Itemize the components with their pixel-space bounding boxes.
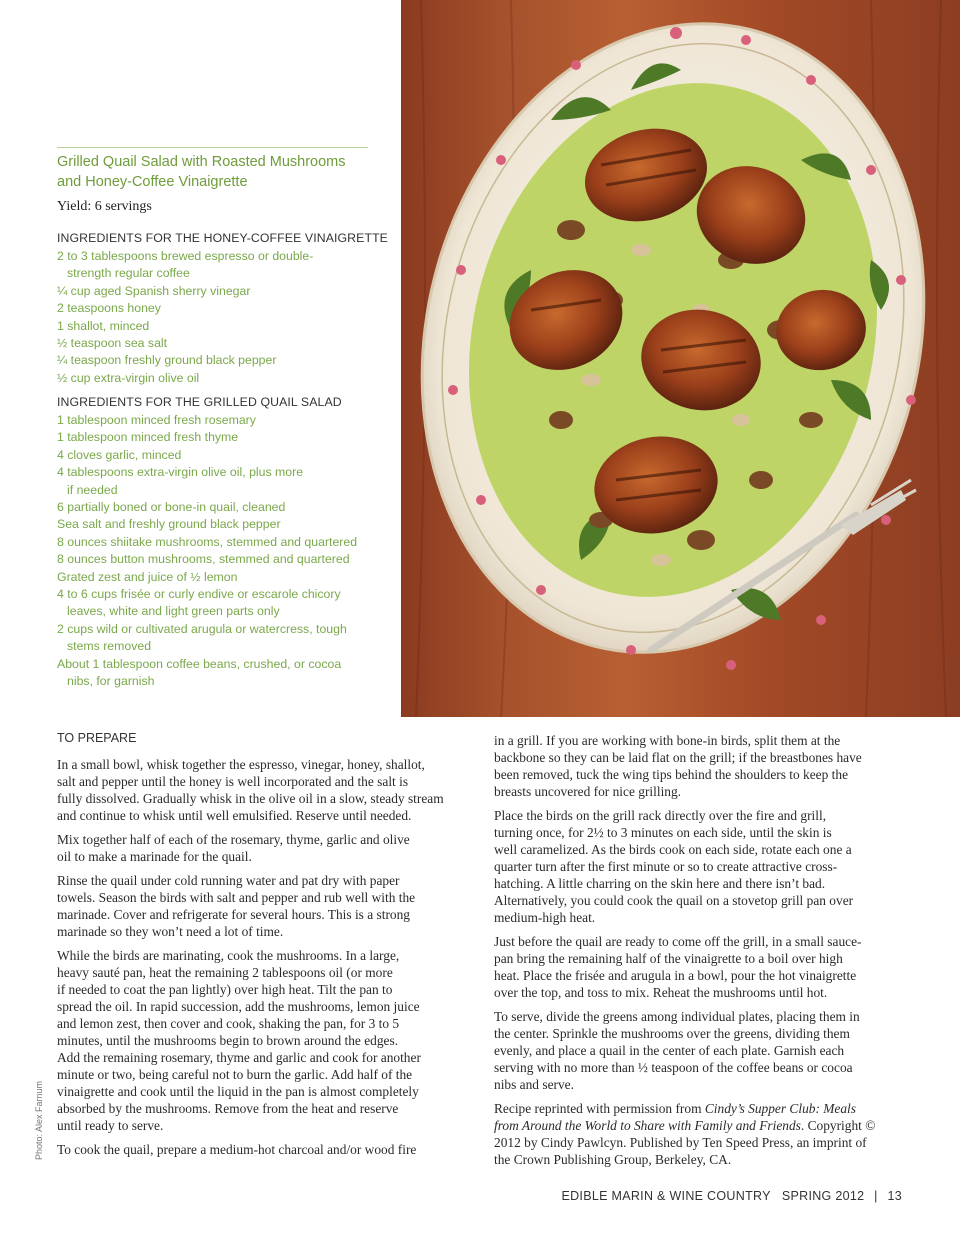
prepare-right-column — [494, 732, 914, 1175]
salad-ingredient-list — [57, 412, 357, 691]
vinaigrette-heading: INGREDIENTS FOR THE HONEY-COFFEE VINAIGRETTE — [57, 231, 388, 245]
book-title-part-1: Cindy’s Supper Club: Meals — [704, 1101, 856, 1116]
instruction-line: in a grill. If you are working with bone-in birds, split them at the — [494, 733, 841, 748]
instruction-paragraph — [57, 1141, 472, 1158]
instruction-line: pan bring the remaining half of the vinaigrette to a boil over high — [494, 951, 843, 966]
instruction-line: In a small bowl, whisk together the espresso, vinegar, honey, shallot, — [57, 757, 425, 772]
footer-separator: | — [874, 1189, 878, 1203]
ingredient-item — [57, 516, 357, 533]
ingredient-item — [57, 447, 357, 464]
ingredient-item — [57, 335, 313, 352]
instruction-line: absorbed by the mushrooms. Remove from the heat and reserve — [57, 1101, 399, 1116]
instruction-line: salt and pepper until the honey is well incorporated and the salt is — [57, 774, 409, 789]
ingredient-item — [57, 318, 313, 335]
instruction-line: While the birds are marinating, cook the mushrooms. In a large, — [57, 948, 400, 963]
instruction-line: Just before the quail are ready to come off the grill, in a small sauce- — [494, 934, 862, 949]
prepare-heading: TO PREPARE — [57, 731, 137, 745]
instruction-line: minutes, until the mushrooms begin to brown around the edges. — [57, 1033, 399, 1048]
instruction-line: been removed, tuck the wing tips behind the shoulders to keep the — [494, 767, 849, 782]
ingredient-item — [57, 551, 357, 568]
instruction-line: well caramelized. As the birds cook on each side, rotate each one a — [494, 842, 852, 857]
ingredient-line: About 1 tablespoon coffee beans, crushed, or cocoa — [57, 656, 342, 671]
credit-line-3: 2012 by Cindy Pawlcyn. Published by Ten Speed Press, an imprint of — [494, 1135, 867, 1150]
credit-line-4: the Crown Publishing Group, Berkeley, CA. — [494, 1152, 732, 1167]
ingredient-item — [57, 569, 357, 586]
ingredient-line: stems removed — [67, 639, 152, 654]
instruction-line: backbone so they can be laid flat on the grill; if the breastbones have — [494, 750, 862, 765]
instruction-line: minute or two, being careful not to burn the garlic. Add half of the — [57, 1067, 413, 1082]
instruction-line: Rinse the quail under cold running water and pat dry with paper — [57, 873, 400, 888]
ingredient-item — [57, 370, 313, 387]
instruction-line: fully dissolved. Gradually whisk in the olive oil in a slow, steady stream — [57, 791, 444, 806]
instruction-line: evenly, and place a quail in the center of each plate. Garnish each — [494, 1043, 845, 1058]
ingredient-item — [57, 429, 357, 446]
instruction-line: Mix together half of each of the rosemary, thyme, garlic and olive — [57, 832, 410, 847]
instruction-line: and lemon zest, then cover and cook, shaking the pan, for 3 to 5 — [57, 1016, 400, 1031]
instruction-line: To serve, divide the greens among individual plates, placing them in — [494, 1009, 860, 1024]
instruction-line: To cook the quail, prepare a medium-hot charcoal and/or wood fire — [57, 1142, 417, 1157]
instruction-paragraph — [494, 933, 914, 1001]
ingredient-item — [57, 352, 313, 369]
page-footer — [561, 1189, 902, 1203]
instruction-line: until ready to serve. — [57, 1118, 164, 1133]
instruction-line: the center. Sprinkle the mushrooms over the greens, dividing them — [494, 1026, 850, 1041]
instruction-line: over the top, and toss to mix. Reheat the mushrooms until hot. — [494, 985, 828, 1000]
ingredient-line: leaves, white and light green parts only — [67, 604, 280, 619]
instruction-line: Place the birds on the grill rack directly over the fire and grill, — [494, 808, 827, 823]
instruction-paragraph — [494, 807, 914, 926]
ingredient-line: strength regular coffee — [67, 266, 190, 281]
prepare-right-paragraphs — [494, 732, 914, 1093]
ingredient-line: 4 cloves garlic, minced — [57, 447, 182, 462]
recipe-title-line-2: and Honey-Coffee Vinaigrette — [57, 174, 248, 190]
instruction-paragraph — [57, 756, 472, 824]
ingredient-item — [57, 586, 357, 621]
ingredient-line: 6 partially boned or bone-in quail, cleaned — [57, 500, 286, 515]
ingredient-line: 4 to 6 cups frisée or curly endive or escarole chicory — [57, 587, 341, 602]
credit-copyright: . Copyright © — [800, 1118, 876, 1133]
instruction-line: heat. Place the frisée and arugula in a bowl, pour the hot vinaigrette — [494, 968, 857, 983]
ingredient-line: 1 tablespoon minced fresh rosemary — [57, 413, 256, 427]
instruction-line: marinade so they won’t need a lot of time. — [57, 924, 284, 939]
ingredient-item — [57, 621, 357, 656]
ingredient-line: ¼ teaspoon freshly ground black pepper — [57, 353, 277, 368]
ingredient-line: Sea salt and freshly ground black pepper — [57, 517, 281, 532]
instruction-line: if needed to coat the pan lightly) over high heat. Tilt the pan to — [57, 982, 393, 997]
instruction-paragraph — [57, 831, 472, 865]
ingredient-line: 8 ounces shiitake mushrooms, stemmed and quartered — [57, 534, 358, 549]
title-rule — [57, 147, 368, 148]
ingredient-item — [57, 300, 313, 317]
recipe-photo — [401, 0, 960, 717]
instruction-paragraph — [494, 732, 914, 800]
ingredient-line: if needed — [67, 482, 118, 497]
ingredient-item — [57, 248, 313, 283]
footer-page-number: 13 — [887, 1189, 902, 1203]
instruction-line: spread the oil. In rapid succession, add the mushrooms, lemon juice — [57, 999, 420, 1014]
recipe-title — [57, 152, 377, 192]
instruction-line: nibs and serve. — [494, 1077, 574, 1092]
instruction-paragraph — [494, 1008, 914, 1093]
book-title-part-2: from Around the World to Share with Family and Friends — [494, 1118, 801, 1133]
ingredient-line: ½ teaspoon sea salt — [57, 336, 168, 351]
instruction-line: turning once, for 2½ to 3 minutes on each side, until the skin is — [494, 825, 832, 840]
ingredient-line: ¼ cup aged Spanish sherry vinegar — [57, 283, 251, 298]
credit-intro: Recipe reprinted with permission from — [494, 1101, 705, 1116]
instruction-line: serving with no more than ½ teaspoon of the coffee beans or cocoa — [494, 1060, 853, 1075]
ingredient-line: 2 teaspoons honey — [57, 301, 161, 316]
ingredient-line: ½ cup extra-virgin olive oil — [57, 370, 200, 385]
ingredient-line: 2 cups wild or cultivated arugula or watercress, tough — [57, 621, 347, 636]
instruction-line: quarter turn after the first minute or so to create attractive cross- — [494, 859, 838, 874]
instruction-line: heavy sauté pan, heat the remaining 2 tablespoons oil (or more — [57, 965, 393, 980]
ingredient-line: 1 tablespoon minced fresh thyme — [57, 430, 239, 445]
salad-heading: INGREDIENTS FOR THE GRILLED QUAIL SALAD — [57, 395, 342, 409]
ingredient-line: 2 to 3 tablespoons brewed espresso or double- — [57, 249, 314, 263]
ingredient-item — [57, 412, 357, 429]
instruction-line: medium-high heat. — [494, 910, 596, 925]
ingredient-line: nibs, for garnish — [67, 674, 155, 689]
ingredient-line: Grated zest and juice of ½ lemon — [57, 569, 238, 584]
instruction-line: vinaigrette and cook until the liquid in the pan is almost completely — [57, 1084, 419, 1099]
ingredient-line: 4 tablespoons extra-virgin olive oil, plus more — [57, 465, 304, 480]
instruction-paragraph — [57, 872, 472, 940]
ingredient-item — [57, 283, 313, 300]
instruction-line: breasts uncovered for nice grilling. — [494, 784, 682, 799]
ingredient-line: 8 ounces button mushrooms, stemmed and quartered — [57, 552, 350, 567]
instruction-paragraph — [57, 947, 472, 1134]
footer-issue: SPRING 2012 — [781, 1189, 865, 1203]
instruction-line: towels. Season the birds with salt and pepper and rub well with the — [57, 890, 416, 905]
instruction-line: oil to make a marinade for the quail. — [57, 849, 252, 864]
vinaigrette-ingredient-list — [57, 248, 313, 387]
ingredient-item — [57, 499, 357, 516]
instruction-line: Alternatively, you could cook the quail on a stovetop grill pan over — [494, 893, 854, 908]
ingredient-item — [57, 464, 357, 499]
ingredient-item — [57, 656, 357, 691]
instruction-line: Add the remaining rosemary, thyme and garlic and cook for another — [57, 1050, 421, 1065]
ingredient-line: 1 shallot, minced — [57, 318, 150, 333]
prepare-left-column — [57, 756, 472, 1165]
instruction-line: marinade. Cover and refrigerate for several hours. This is a strong — [57, 907, 410, 922]
recipe-yield: Yield: 6 servings — [57, 199, 152, 214]
instruction-line: and continue to whisk until well emulsified. Reserve until needed. — [57, 808, 412, 823]
photo-credit: Photo: Alex Farnum — [34, 1080, 44, 1160]
recipe-title-line-1: Grilled Quail Salad with Roasted Mushrooms — [57, 154, 346, 170]
instruction-line: hatching. A little charring on the skin here and there isn’t bad. — [494, 876, 826, 891]
footer-publication: EDIBLE MARIN & WINE COUNTRY — [561, 1189, 771, 1203]
ingredient-item — [57, 534, 357, 551]
recipe-source-credit — [494, 1100, 914, 1168]
